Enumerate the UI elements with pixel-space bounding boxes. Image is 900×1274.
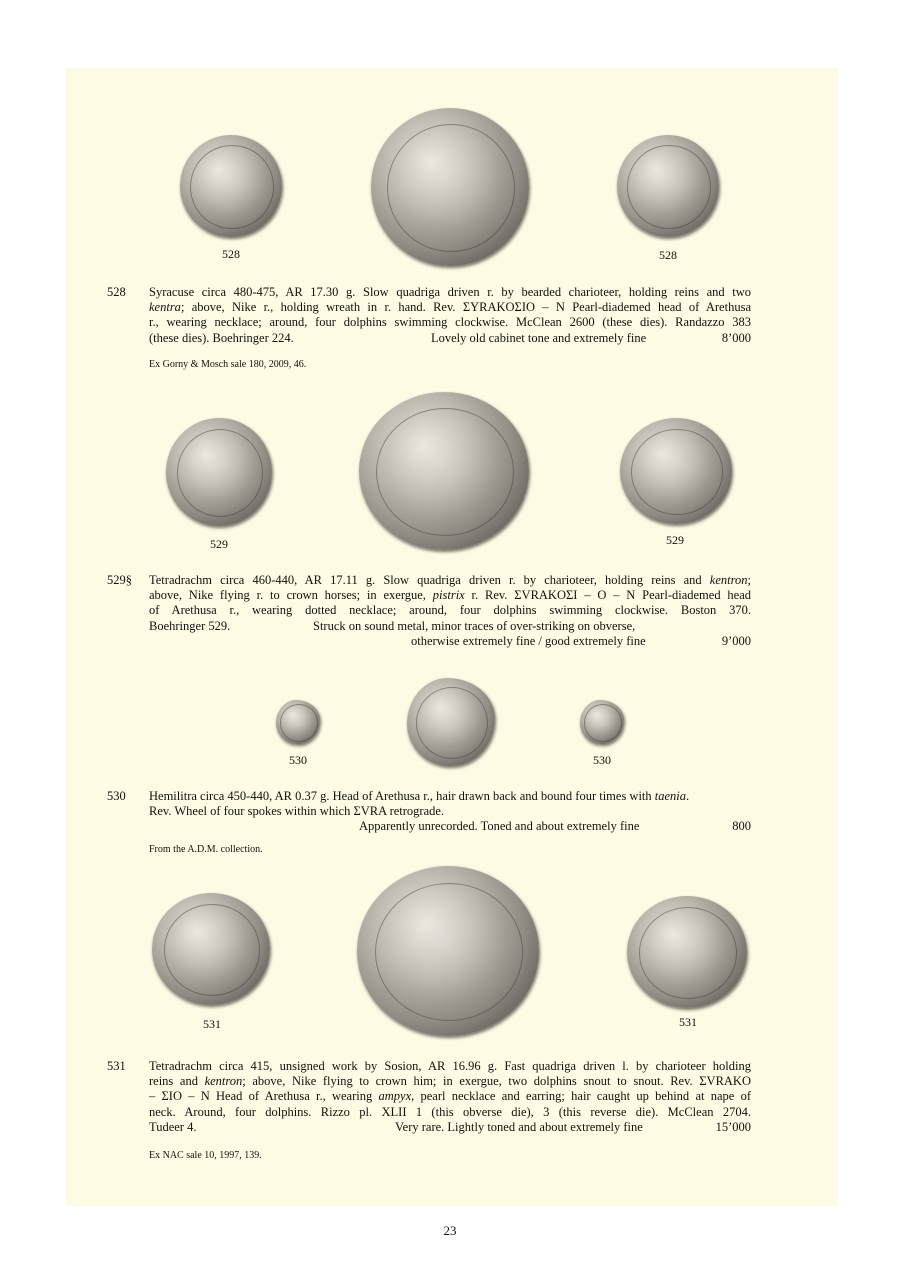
description-line: kentra; above, Nike r., holding wreath in r. hand. Rev. ΣYRAKOΣIO – N Pearl-diademed head of Arethusa (149, 300, 751, 315)
description-line: of Arethusa r., wearing dotted necklace; around, four dolphins swimming clockwise. Boston 370. (149, 603, 751, 618)
description-line: Tetradrachm circa 415, unsigned work by Sosion, AR 16.96 g. Fast quadriga driven l. by charioteer holding (149, 1059, 751, 1073)
coin-529-obverse (166, 418, 272, 526)
description-line: Rev. Wheel of four spokes within which ΣVRA retrograde. (149, 804, 445, 819)
coin-529-reverse (620, 418, 732, 524)
description-line: Tudeer 4. (149, 1119, 197, 1134)
description-line: Syracuse circa 480-475, AR 17.30 g. Slow quadriga driven r. by bearded charioteer, holding reins and two (149, 285, 751, 299)
lot-grade: Apparently unrecorded. Toned and about extremely fine (359, 819, 640, 833)
photo-label: 528 (659, 248, 677, 262)
lot-grade: Struck on sound metal, minor traces of over-striking on obverse, (313, 619, 636, 633)
description-line: Boehringer 529. (149, 618, 231, 633)
photo-label: 531 (679, 1015, 697, 1029)
coin-528-reverse-enlarged (371, 108, 529, 266)
description-line: Hemilitra circa 450-440, AR 0.37 g. Head of Arethusa r., hair drawn back and bound four times with taenia. (149, 789, 690, 803)
description-line: – ΣIO – N Head of Arethusa r., wearing ampyx, pearl necklace and earring; hair caught up behind at nape of (149, 1089, 751, 1104)
lot-number: 529§ (107, 573, 132, 587)
description-line: (these dies). Boehringer 224. (149, 330, 294, 345)
coin-529-reverse-enlarged (359, 392, 529, 550)
photo-label: 531 (203, 1017, 221, 1031)
page-number: 23 (443, 1223, 457, 1238)
photo-label: 529 (666, 533, 684, 547)
lot-estimate: 800 (732, 819, 751, 833)
coin-528-obverse (180, 135, 282, 237)
lot-provenance: From the A.D.M. collection. (149, 844, 263, 855)
coin-528-reverse (617, 135, 719, 237)
lot-grade: Very rare. Lightly toned and about extremely fine (395, 1120, 643, 1134)
lot-grade: Lovely old cabinet tone and extremely fine (431, 331, 647, 345)
lot-number: 528 (107, 285, 126, 299)
description-line: above, Nike flying r. to crown horses; in exergue, pistrix r. Rev. ΣVRAKOΣI – O – N Pearl-diademed head (149, 588, 751, 603)
lot-estimate: 15’000 (715, 1120, 751, 1134)
photo-label: 530 (289, 753, 307, 767)
photo-label: 530 (593, 753, 611, 767)
description-line: r., wearing necklace; around, four dolphins swimming clockwise. McClean 2600 (these dies). Randazzo 383 (149, 315, 751, 330)
coin-531-reverse-enlarged (357, 866, 539, 1036)
description-line: Tetradrachm circa 460-440, AR 17.11 g. Slow quadriga driven r. by charioteer, holding reins and kentron; (149, 573, 751, 587)
lot-number: 530 (107, 789, 126, 803)
coin-531-obverse (152, 893, 270, 1005)
coin-531-reverse (627, 896, 747, 1008)
photo-label: 528 (222, 247, 240, 261)
lot-provenance: Ex NAC sale 10, 1997, 139. (149, 1150, 262, 1161)
lot-estimate: 9’000 (721, 634, 751, 648)
description-line: neck. Around, four dolphins. Rizzo pl. XLII 1 (this obverse die), 3 (this reverse die). McClean 2704. (149, 1104, 751, 1119)
lot-description (149, 789, 751, 819)
description-line: reins and kentron; above, Nike flying to crown him; in exergue, two dolphins snout to snout. Rev. ΣVRAKO (149, 1074, 751, 1089)
photo-label: 529 (210, 537, 228, 551)
lot-estimate: 8’000 (721, 331, 751, 345)
lot-provenance: Ex Gorny & Mosch sale 180, 2009, 46. (149, 359, 307, 370)
lot-grade-continued: otherwise extremely fine / good extremely fine (411, 634, 646, 648)
lot-number: 531 (107, 1059, 126, 1073)
